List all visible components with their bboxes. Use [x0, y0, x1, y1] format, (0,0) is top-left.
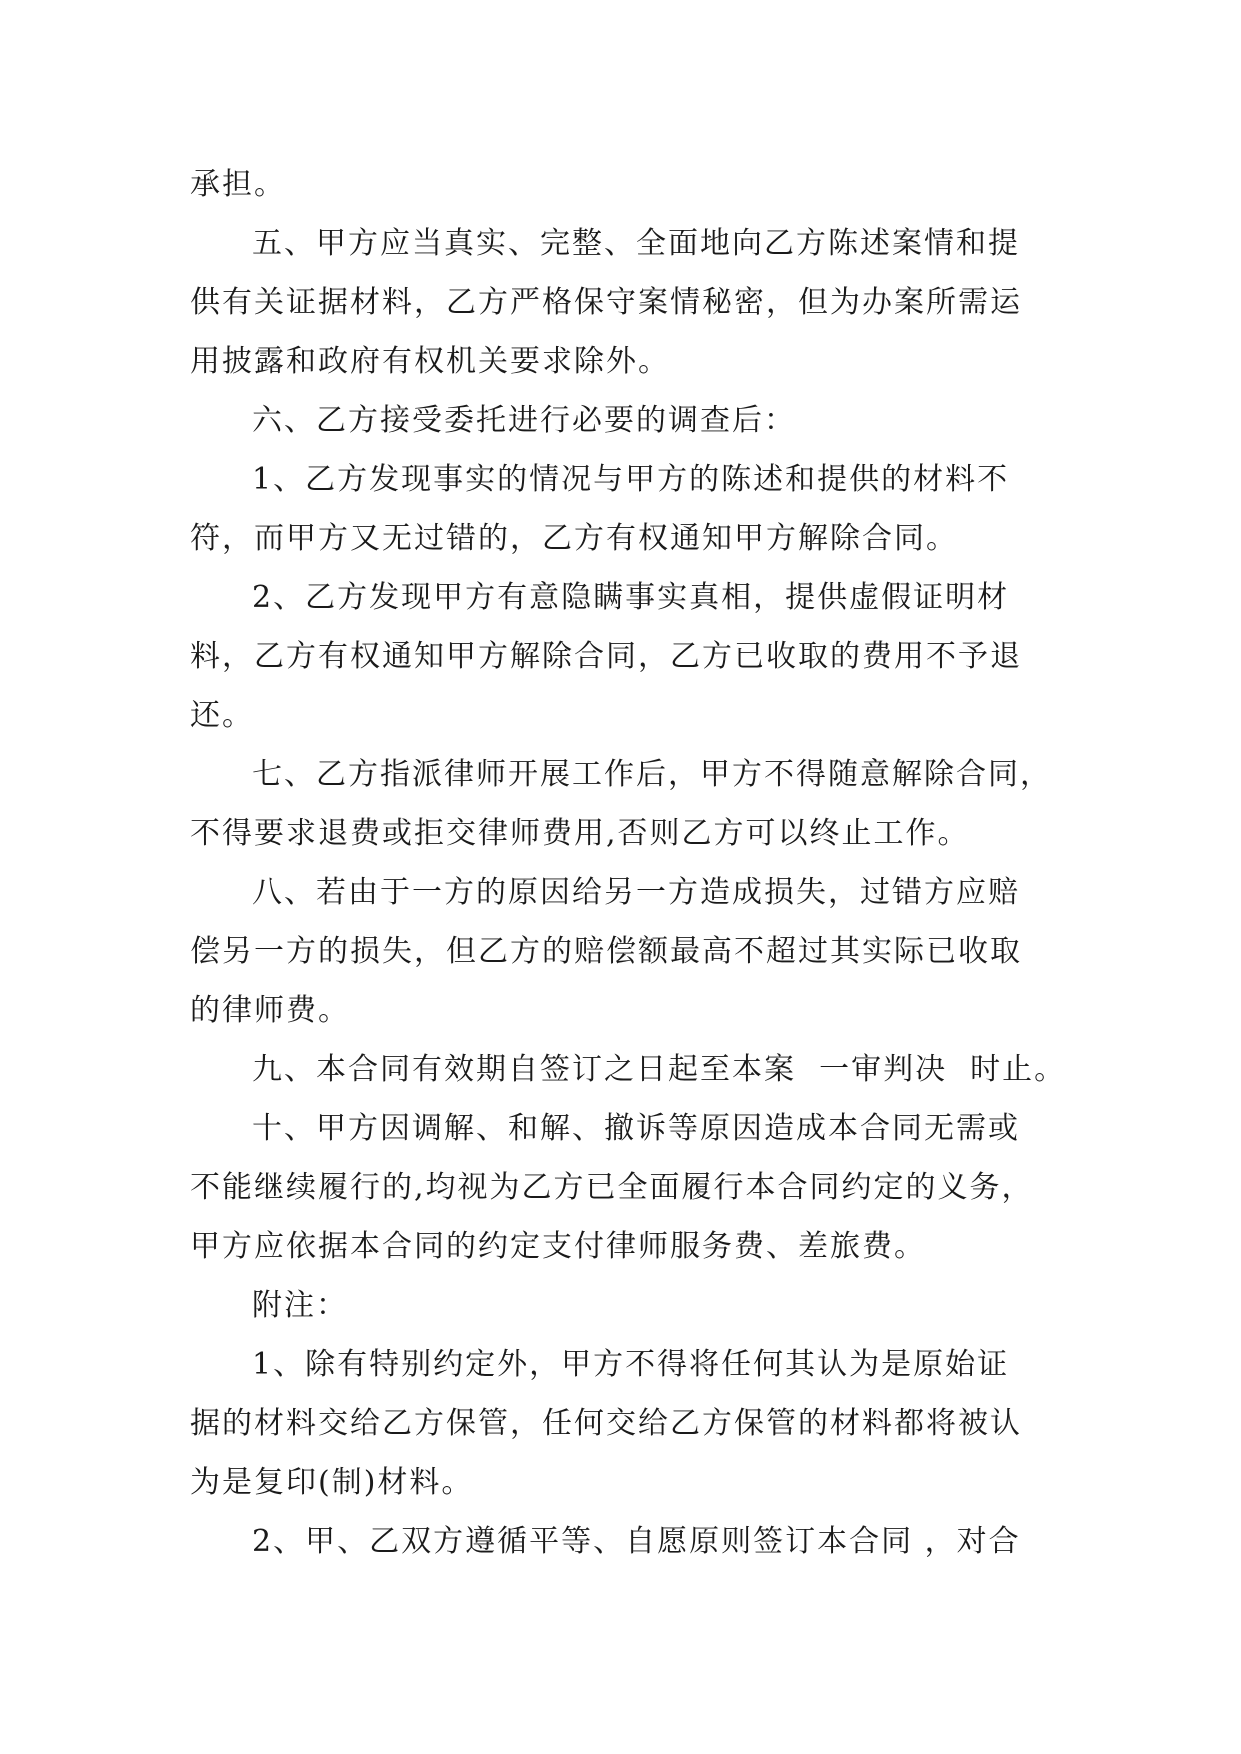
paragraph-note-1 — [190, 1335, 1050, 1512]
text-line: 六、乙方接受委托进行必要的调查后： — [252, 403, 796, 438]
paragraph-clause-9 — [190, 1040, 1067, 1099]
document-body — [190, 155, 1067, 1571]
text-line: 供有关证据材料，乙方严格保守案情秘密，但为办案所需运 — [190, 285, 1022, 320]
paragraph-clause-7 — [190, 745, 1050, 863]
text-line: 1、乙方发现事实的情况与甲方的陈述和提供的材料不 — [252, 462, 1010, 497]
text-line: 承担。 — [190, 167, 286, 202]
text-line: 七、乙方指派律师开展工作后，甲方不得随意解除合同， — [252, 757, 1052, 792]
text-line: 九、本合同有效期自签订之日起至本案 一审判决 时止。 — [252, 1052, 1067, 1087]
text-line: 料，乙方有权通知甲方解除合同，乙方已收取的费用不予退 — [190, 639, 1022, 674]
text-line: 八、若由于一方的原因给另一方造成损失，过错方应赔 — [252, 875, 1020, 910]
text-line: 为是复印(制)材料。 — [190, 1465, 474, 1500]
text-line: 据的材料交给乙方保管，任何交给乙方保管的材料都将被认 — [190, 1406, 1022, 1441]
paragraph-clause-6 — [190, 391, 1050, 450]
paragraph-notes-heading — [190, 1276, 1050, 1335]
text-line: 的律师费。 — [190, 993, 350, 1028]
text-line: 不得要求退费或拒交律师费用,否则乙方可以终止工作。 — [190, 816, 970, 851]
paragraph-clause-8 — [190, 863, 1050, 1040]
paragraph-note-2 — [190, 1512, 1050, 1571]
paragraph-continuation — [190, 155, 1050, 214]
text-line: 偿另一方的损失，但乙方的赔偿额最高不超过其实际已收取 — [190, 934, 1022, 969]
paragraph-clause-6-item-1 — [190, 450, 1050, 568]
text-line: 符，而甲方又无过错的，乙方有权通知甲方解除合同。 — [190, 521, 958, 556]
text-line: 2、甲、乙双方遵循平等、自愿原则签订本合同 ，对合 — [252, 1524, 1021, 1559]
text-line: 甲方应依据本合同的约定支付律师服务费、差旅费。 — [190, 1229, 926, 1264]
text-line: 不能继续履行的,均视为乙方已全面履行本合同约定的义务， — [190, 1170, 1034, 1205]
text-line: 附注： — [252, 1288, 348, 1323]
text-line: 用披露和政府有权机关要求除外。 — [190, 344, 670, 379]
text-line: 还。 — [190, 698, 254, 733]
paragraph-clause-6-item-2 — [190, 568, 1050, 745]
paragraph-clause-5 — [190, 214, 1050, 391]
paragraph-clause-10 — [190, 1099, 1050, 1276]
text-line: 十、甲方因调解、和解、撤诉等原因造成本合同无需或 — [252, 1111, 1020, 1146]
text-line: 1、除有特别约定外，甲方不得将任何其认为是原始证 — [252, 1347, 1010, 1382]
text-line: 2、乙方发现甲方有意隐瞒事实真相，提供虚假证明材 — [252, 580, 1010, 615]
text-line: 五、甲方应当真实、完整、全面地向乙方陈述案情和提 — [252, 226, 1020, 261]
